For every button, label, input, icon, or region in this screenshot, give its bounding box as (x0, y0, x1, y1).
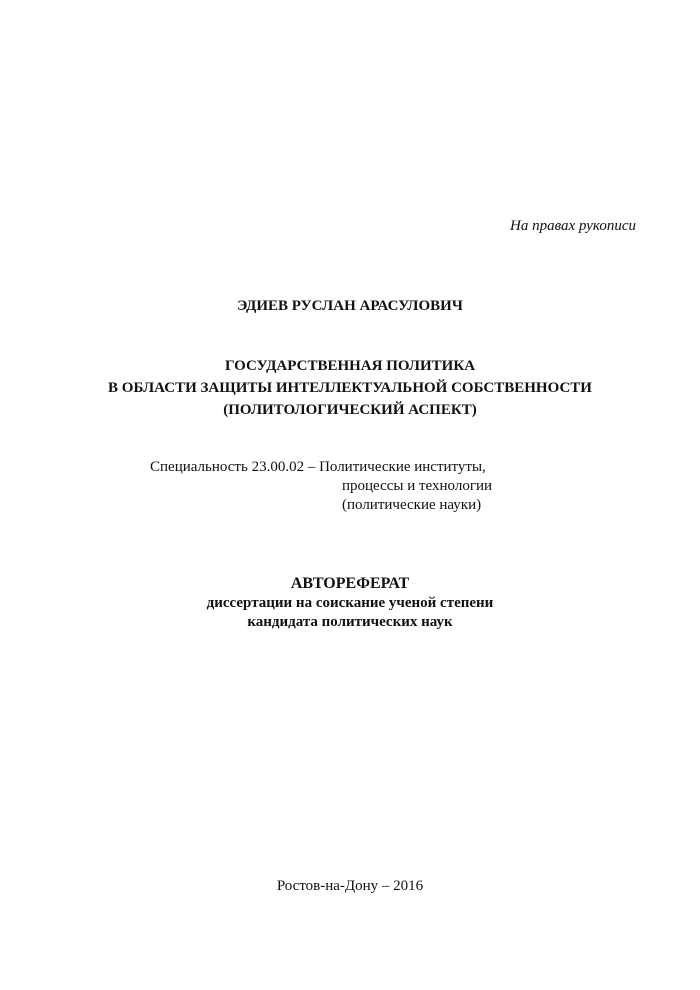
place-year: Ростов-на-Дону – 2016 (276, 878, 424, 894)
specialty-block (150, 458, 492, 515)
dissertation-title (0, 355, 700, 421)
specialty-line-3: (политические науки) (342, 497, 482, 513)
manuscript-note: На правах рукописи (510, 218, 636, 234)
title-line-3: (ПОЛИТОЛОГИЧЕСКИЙ АСПЕКТ) (223, 402, 477, 418)
abstract-block (0, 574, 700, 632)
abstract-line-1: диссертации на соискание ученой степени (206, 595, 494, 611)
title-line-2: В ОБЛАСТИ ЗАЩИТЫ ИНТЕЛЛЕКТУАЛЬНОЙ СОБСТВЕННОСТИ (108, 380, 592, 396)
author-name: ЭДИЕВ РУСЛАН АРАСУЛОВИЧ (237, 298, 463, 314)
specialty-line-1: Специальность 23.00.02 – Политические институты, (150, 459, 486, 475)
abstract-heading: АВТОРЕФЕРАТ (290, 575, 410, 592)
abstract-line-2: кандидата политических наук (247, 614, 453, 630)
title-line-1: ГОСУДАРСТВЕННАЯ ПОЛИТИКА (224, 358, 476, 374)
specialty-line-2: процессы и технологии (342, 478, 493, 494)
